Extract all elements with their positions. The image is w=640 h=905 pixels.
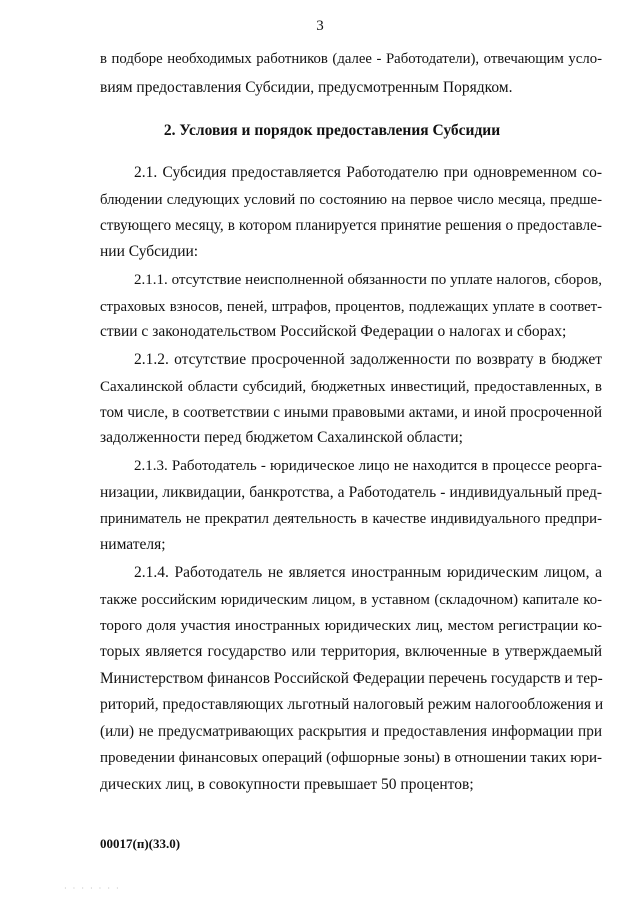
p212-line-3: том числе, в соответствии с иными правовыми актами, и иной просроченной xyxy=(100,404,602,421)
p214-line-9: дических лиц, в совокупности превышает 50 процентов; xyxy=(100,776,474,793)
scan-artifacts: · · · · · · · xyxy=(64,884,121,893)
p212-line-1: 2.1.2. отсутствие просроченной задолженности по возврату в бюджет xyxy=(134,351,602,368)
intro-line-1: в подборе необходимых работников (далее - Работодатели), отвечающим усло- xyxy=(100,51,602,67)
p213-line-4: нимателя; xyxy=(100,536,166,553)
p214-line-3: торого доля участия иностранных юридических лиц, местом регистрации ко- xyxy=(100,618,602,634)
p213-line-2: низации, ликвидации, банкротства, а Работодатель - индивидуальный пред- xyxy=(100,484,602,501)
intro-line-2: виям предоставления Субсидии, предусмотренным Порядком. xyxy=(100,79,513,96)
p211-line-2: страховых взносов, пеней, штрафов, процентов, подлежащих уплате в соответ- xyxy=(100,299,602,315)
p214-line-1: 2.1.4. Работодатель не является иностранным юридическим лицом, а xyxy=(134,564,602,581)
p214-line-8: проведении финансовых операций (офшорные зоны) в отношении таких юри- xyxy=(100,750,602,766)
section-heading: 2. Условия и порядок предоставления Субсидии xyxy=(163,122,501,139)
p21-line-1: 2.1. Субсидия предоставляется Работодателю при одновременном со- xyxy=(134,164,602,181)
p212-line-2: Сахалинской области субсидий, бюджетных инвестиций, предоставленных, в xyxy=(100,379,602,395)
p21-line-2: блюдении следующих условий по состоянию на первое число месяца, предше- xyxy=(100,192,602,208)
p213-line-1: 2.1.3. Работодатель - юридическое лицо не находится в процессе реорга- xyxy=(134,458,602,474)
p21-line-4: нии Субсидии: xyxy=(100,243,199,260)
p214-line-2: также российским юридическим лицом, в уставном (складочном) капитале ко- xyxy=(100,592,602,608)
document-code: 00017(п)(33.0) xyxy=(100,836,181,851)
page-number: 3 xyxy=(316,18,324,34)
p21-line-3: ствующего месяцу, в котором планируется принятие решения о предоставле- xyxy=(100,217,602,234)
p211-line-3: ствии с законодательством Российской Федерации о налогах и сборах; xyxy=(100,323,567,340)
p214-line-5: Министерством финансов Российской Федерации перечень государств и тер- xyxy=(100,670,603,687)
p214-line-4: торых является государство или территория, включенные в утверждаемый xyxy=(100,643,602,660)
p213-line-3: приниматель не прекратил деятельность в качестве индивидуального предпри- xyxy=(100,511,602,527)
p214-line-6: риторий, предоставляющих льготный налоговый режим налогообложения и xyxy=(100,696,604,713)
p214-line-7: (или) не предусматривающих раскрытия и предоставления информации при xyxy=(100,723,602,740)
p211-line-1: 2.1.1. отсутствие неисполненной обязанности по уплате налогов, сборов, xyxy=(134,272,602,288)
p212-line-4: задолженности перед бюджетом Сахалинской области; xyxy=(100,429,463,446)
